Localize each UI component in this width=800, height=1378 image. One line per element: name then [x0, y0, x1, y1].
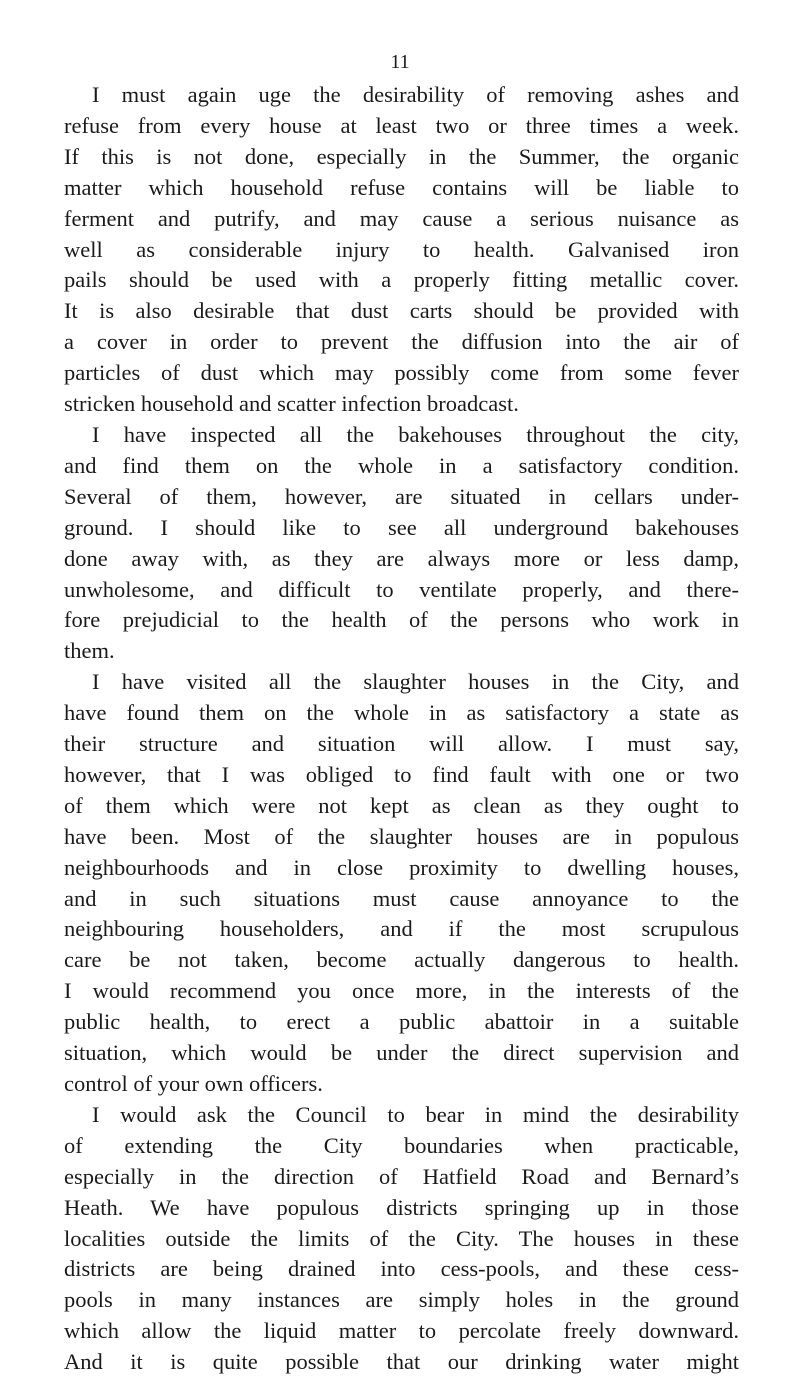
text-line: matter which household refuse contains will be liable to — [64, 174, 739, 200]
text-line: neighbourhoods and in close proximity to dwelling houses, — [64, 854, 739, 880]
text-line: and in such situations must cause annoyance to the — [64, 885, 739, 911]
text-line: fore prejudicial to the health of the persons who work in — [64, 607, 739, 633]
text-line: done away with, as they are always more or less damp, — [64, 545, 739, 571]
text-line: Several of them, however, are situated in cellars under- — [64, 483, 739, 509]
text-line: It is also desirable that dust carts should be provided with — [64, 298, 739, 324]
paragraph — [64, 420, 739, 667]
text-line: and find them on the whole in a satisfactory condition. — [64, 452, 739, 478]
text-line: localities outside the limits of the City. The houses in these — [64, 1225, 739, 1251]
text-line: have found them on the whole in as satisfactory a state as — [64, 700, 739, 726]
text-line: And it is quite possible that our drinking water might — [64, 1349, 739, 1375]
page-number: 11 — [390, 51, 410, 73]
text-line: have been. Most of the slaughter houses are in populous — [64, 823, 739, 849]
text-line: pails should be used with a properly fitting metallic cover. — [64, 267, 739, 293]
text-line: pools in many instances are simply holes in the ground — [64, 1287, 739, 1313]
text-line: of extending the City boundaries when practicable, — [64, 1132, 739, 1158]
text-line: unwholesome, and difficult to ventilate properly, and there- — [64, 576, 739, 602]
text-line: refuse from every house at least two or three times a week. — [64, 112, 739, 138]
text-line: I have visited all the slaughter houses in the City, and — [92, 669, 739, 695]
text-line: which allow the liquid matter to percolate freely downward. — [64, 1318, 739, 1344]
text-line: however, that I was obliged to find fault with one or two — [64, 761, 739, 787]
text-line: care be not taken, become actually dangerous to health. — [64, 947, 739, 973]
paragraph — [64, 80, 739, 420]
text-line: ground. I should like to see all underground bakehouses — [64, 514, 739, 540]
paragraph — [64, 1100, 739, 1378]
text-line: neighbouring householders, and if the most scrupulous — [64, 916, 739, 942]
text-line: a cover in order to prevent the diffusion into the air of — [64, 329, 739, 355]
text-line: I would recommend you once more, in the interests of the — [64, 978, 739, 1004]
text-line: ferment and putrify, and may cause a serious nuisance as — [64, 205, 739, 231]
text-line: their structure and situation will allow. I must say, — [64, 731, 739, 757]
text-line: them. — [64, 638, 115, 664]
text-line: control of your own officers. — [64, 1071, 323, 1096]
body-text — [64, 80, 739, 1378]
text-line: public health, to erect a public abattoir in a suitable — [64, 1009, 739, 1035]
text-line: well as considerable injury to health. Galvanised iron — [64, 236, 739, 262]
text-line: stricken household and scatter infection broadcast. — [64, 391, 519, 417]
paragraph — [64, 667, 739, 1100]
text-line: of them which were not kept as clean as they ought to — [64, 792, 739, 818]
text-line: Heath. We have populous districts springing up in those — [64, 1194, 739, 1220]
text-line: especially in the direction of Hatfield Road and Bernard’s — [64, 1163, 739, 1189]
text-line: I have inspected all the bakehouses throughout the city, — [92, 421, 739, 447]
text-line: I would ask the Council to bear in mind the desirability — [92, 1101, 739, 1127]
text-line: If this is not done, especially in the Summer, the organic — [64, 143, 739, 169]
text-line: I must again uge the desirability of removing ashes and — [92, 82, 739, 107]
text-line: districts are being drained into cess-pools, and these cess- — [64, 1256, 739, 1282]
text-line: situation, which would be under the direct supervision and — [64, 1040, 739, 1066]
text-line: particles of dust which may possibly come from some fever — [64, 360, 739, 386]
